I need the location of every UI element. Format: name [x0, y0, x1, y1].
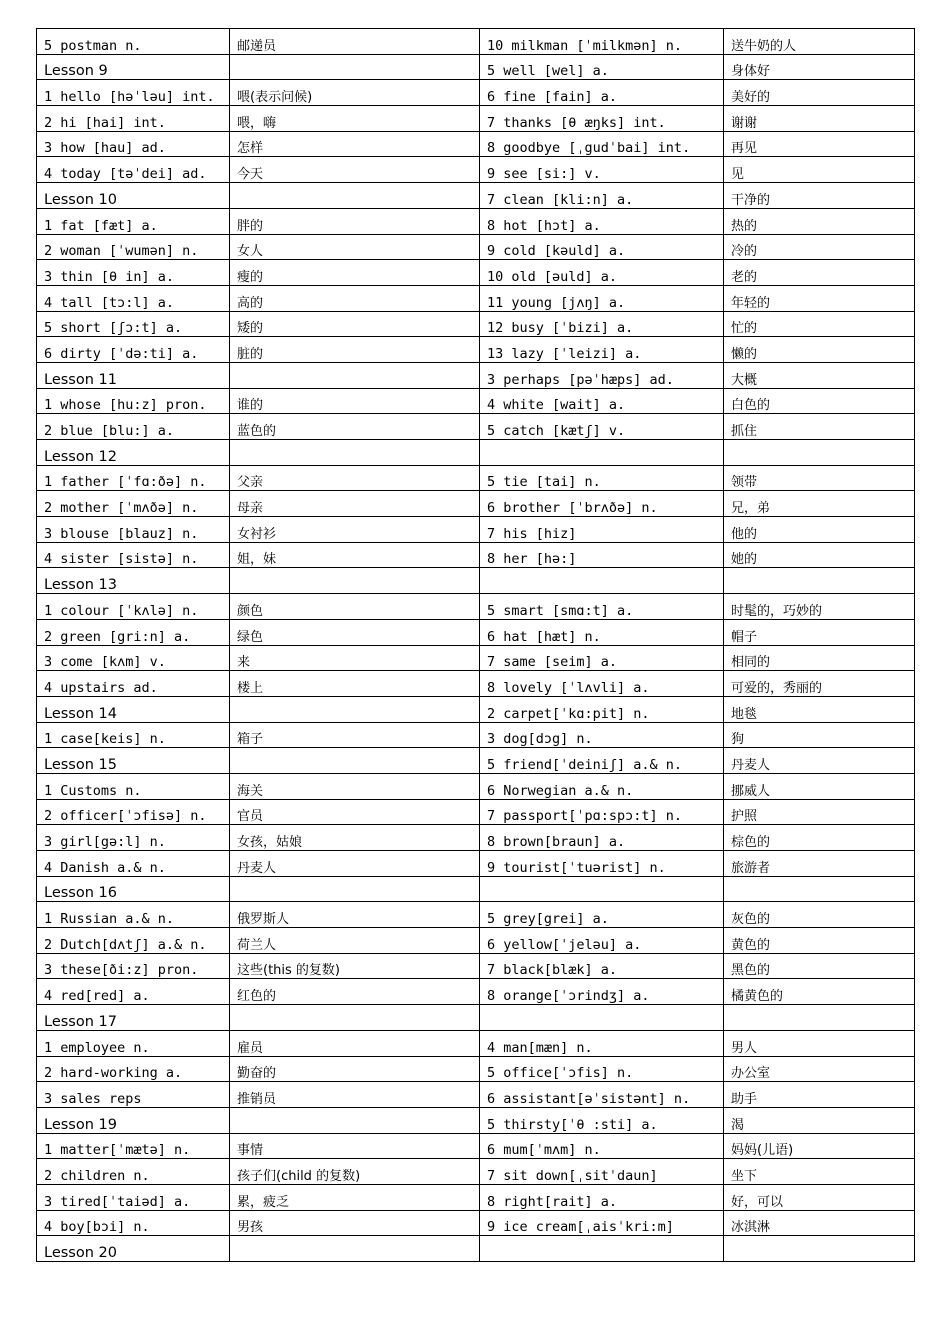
- english-word-cell: 3 dog[dɔg] n.: [480, 722, 724, 748]
- table-row: [37, 568, 915, 594]
- english-word-cell: 9 cold [kəuld] a.: [480, 234, 724, 260]
- chinese-meaning-cell: [724, 568, 915, 594]
- chinese-meaning-cell: 妈妈(儿语): [724, 1133, 915, 1159]
- english-word-cell: 3 how [hau] ad.: [37, 131, 230, 157]
- chinese-meaning-cell: 帽子: [724, 619, 915, 645]
- english-word-cell: 1 Customs n.: [37, 773, 230, 799]
- english-word-cell: 4 tall [tɔ:l] a.: [37, 285, 230, 311]
- english-word-cell: 10 old [əuld] a.: [480, 260, 724, 286]
- table-row: [37, 311, 915, 337]
- table-row: [37, 1210, 915, 1236]
- chinese-meaning-cell: 可爱的，秀丽的: [724, 671, 915, 697]
- table-row: [37, 979, 915, 1005]
- english-word-cell: 1 hello [həˈləu] int.: [37, 80, 230, 106]
- table-row: [37, 157, 915, 183]
- table-row: [37, 491, 915, 517]
- table-row: [37, 260, 915, 286]
- english-word-cell: 5 thirsty[ˈθ :sti] a.: [480, 1107, 724, 1133]
- chinese-meaning-cell: 海关: [230, 773, 480, 799]
- table-row: [37, 80, 915, 106]
- table-row: [37, 465, 915, 491]
- chinese-meaning-cell: 抓住: [724, 414, 915, 440]
- lesson-heading: Lesson 9: [37, 54, 230, 80]
- english-word-cell: 4 man[mæn] n.: [480, 1030, 724, 1056]
- lesson-heading: Lesson 10: [37, 183, 230, 209]
- english-word-cell: 3 blouse [blauz] n.: [37, 517, 230, 543]
- english-word-cell: 3 perhaps [pəˈhæps] ad.: [480, 362, 724, 388]
- chinese-meaning-cell: [230, 1236, 480, 1262]
- chinese-meaning-cell: 美好的: [724, 80, 915, 106]
- english-word-cell: 10 milkman [ˈmilkmən] n.: [480, 29, 724, 55]
- english-word-cell: 1 colour [ˈkʌlə] n.: [37, 594, 230, 620]
- table-row: [37, 414, 915, 440]
- chinese-meaning-cell: 懒的: [724, 337, 915, 363]
- table-row: [37, 1030, 915, 1056]
- lesson-heading: Lesson 14: [37, 696, 230, 722]
- chinese-meaning-cell: 喂，嗨: [230, 106, 480, 132]
- chinese-meaning-cell: 姐，妹: [230, 542, 480, 568]
- english-word-cell: 9 tourist[ˈtuərist] n.: [480, 851, 724, 877]
- table-row: [37, 1236, 915, 1262]
- chinese-meaning-cell: 黑色的: [724, 953, 915, 979]
- lesson-heading: Lesson 16: [37, 876, 230, 902]
- chinese-meaning-cell: 蓝色的: [230, 414, 480, 440]
- table-row: [37, 645, 915, 671]
- chinese-meaning-cell: 干净的: [724, 183, 915, 209]
- table-row: [37, 362, 915, 388]
- table-row: [37, 876, 915, 902]
- english-word-cell: 8 hot [hɔt] a.: [480, 208, 724, 234]
- english-word-cell: 2 children n.: [37, 1159, 230, 1185]
- chinese-meaning-cell: [724, 1236, 915, 1262]
- english-word-cell: 8 goodbye [ˌgudˈbai] int.: [480, 131, 724, 157]
- chinese-meaning-cell: 今天: [230, 157, 480, 183]
- chinese-meaning-cell: 棕色的: [724, 825, 915, 851]
- chinese-meaning-cell: 热的: [724, 208, 915, 234]
- english-word-cell: 5 well [wel] a.: [480, 54, 724, 80]
- lesson-heading: Lesson 12: [37, 440, 230, 466]
- english-word-cell: 1 matter[ˈmætə] n.: [37, 1133, 230, 1159]
- english-word-cell: 1 father [ˈfɑ:ðə] n.: [37, 465, 230, 491]
- english-word-cell: 11 young [jʌŋ] a.: [480, 285, 724, 311]
- chinese-meaning-cell: [230, 568, 480, 594]
- english-word-cell: 7 passport[ˈpɑ:spɔ:t] n.: [480, 799, 724, 825]
- table-row: [37, 825, 915, 851]
- chinese-meaning-cell: 送牛奶的人: [724, 29, 915, 55]
- vocabulary-table: [36, 28, 915, 1262]
- table-row: [37, 1005, 915, 1031]
- chinese-meaning-cell: 好，可以: [724, 1184, 915, 1210]
- english-word-cell: 4 upstairs ad.: [37, 671, 230, 697]
- chinese-meaning-cell: 箱子: [230, 722, 480, 748]
- table-row: [37, 285, 915, 311]
- english-word-cell: 2 officer[ˈɔfisə] n.: [37, 799, 230, 825]
- english-word-cell: 8 lovely [ˈlʌvli] a.: [480, 671, 724, 697]
- lesson-heading: Lesson 15: [37, 748, 230, 774]
- chinese-meaning-cell: 黄色的: [724, 928, 915, 954]
- chinese-meaning-cell: 冷的: [724, 234, 915, 260]
- table-row: [37, 671, 915, 697]
- english-word-cell: 3 come [kʌm] v.: [37, 645, 230, 671]
- chinese-meaning-cell: 挪威人: [724, 773, 915, 799]
- table-row: [37, 1184, 915, 1210]
- table-row: [37, 594, 915, 620]
- table-row: [37, 1082, 915, 1108]
- chinese-meaning-cell: 坐下: [724, 1159, 915, 1185]
- table-row: [37, 696, 915, 722]
- english-word-cell: 4 red[red] a.: [37, 979, 230, 1005]
- chinese-meaning-cell: 瘦的: [230, 260, 480, 286]
- chinese-meaning-cell: [230, 362, 480, 388]
- chinese-meaning-cell: 兄，弟: [724, 491, 915, 517]
- english-word-cell: 6 assistant[əˈsistənt] n.: [480, 1082, 724, 1108]
- english-word-cell: 7 his [hiz]: [480, 517, 724, 543]
- chinese-meaning-cell: 他的: [724, 517, 915, 543]
- table-row: [37, 1107, 915, 1133]
- chinese-meaning-cell: 楼上: [230, 671, 480, 697]
- english-word-cell: [480, 568, 724, 594]
- chinese-meaning-cell: 胖的: [230, 208, 480, 234]
- english-word-cell: 13 lazy [ˈleizi] a.: [480, 337, 724, 363]
- english-word-cell: 6 hat [hæt] n.: [480, 619, 724, 645]
- chinese-meaning-cell: 旅游者: [724, 851, 915, 877]
- chinese-meaning-cell: 红色的: [230, 979, 480, 1005]
- english-word-cell: 8 her [hə:]: [480, 542, 724, 568]
- table-row: [37, 928, 915, 954]
- chinese-meaning-cell: 领带: [724, 465, 915, 491]
- chinese-meaning-cell: 地毯: [724, 696, 915, 722]
- chinese-meaning-cell: 男人: [724, 1030, 915, 1056]
- chinese-meaning-cell: 矮的: [230, 311, 480, 337]
- chinese-meaning-cell: 护照: [724, 799, 915, 825]
- chinese-meaning-cell: 来: [230, 645, 480, 671]
- chinese-meaning-cell: 事情: [230, 1133, 480, 1159]
- chinese-meaning-cell: 丹麦人: [230, 851, 480, 877]
- chinese-meaning-cell: [230, 440, 480, 466]
- table-row: [37, 388, 915, 414]
- chinese-meaning-cell: 老的: [724, 260, 915, 286]
- chinese-meaning-cell: 高的: [230, 285, 480, 311]
- table-row: [37, 722, 915, 748]
- english-word-cell: [480, 876, 724, 902]
- english-word-cell: [480, 1005, 724, 1031]
- english-word-cell: 4 sister [sistə] n.: [37, 542, 230, 568]
- lesson-heading: Lesson 17: [37, 1005, 230, 1031]
- english-word-cell: 2 green [gri:n] a.: [37, 619, 230, 645]
- chinese-meaning-cell: 渴: [724, 1107, 915, 1133]
- english-word-cell: 12 busy [ˈbizi] a.: [480, 311, 724, 337]
- chinese-meaning-cell: 女人: [230, 234, 480, 260]
- english-word-cell: 5 catch [kætʃ] v.: [480, 414, 724, 440]
- chinese-meaning-cell: [230, 876, 480, 902]
- english-word-cell: 3 girl[gə:l] n.: [37, 825, 230, 851]
- chinese-meaning-cell: 母亲: [230, 491, 480, 517]
- chinese-meaning-cell: 灰色的: [724, 902, 915, 928]
- table-row: [37, 1056, 915, 1082]
- chinese-meaning-cell: [230, 696, 480, 722]
- english-word-cell: [480, 1236, 724, 1262]
- chinese-meaning-cell: [230, 1005, 480, 1031]
- chinese-meaning-cell: 相同的: [724, 645, 915, 671]
- chinese-meaning-cell: 时髦的，巧妙的: [724, 594, 915, 620]
- chinese-meaning-cell: 绿色: [230, 619, 480, 645]
- table-row: [37, 440, 915, 466]
- chinese-meaning-cell: 女衬衫: [230, 517, 480, 543]
- table-row: [37, 131, 915, 157]
- lesson-heading: Lesson 19: [37, 1107, 230, 1133]
- chinese-meaning-cell: 荷兰人: [230, 928, 480, 954]
- english-word-cell: 4 white [wait] a.: [480, 388, 724, 414]
- table-row: [37, 902, 915, 928]
- table-row: [37, 619, 915, 645]
- table-row: [37, 542, 915, 568]
- chinese-meaning-cell: [230, 183, 480, 209]
- english-word-cell: 7 same [seim] a.: [480, 645, 724, 671]
- english-word-cell: 5 tie [tai] n.: [480, 465, 724, 491]
- chinese-meaning-cell: 雇员: [230, 1030, 480, 1056]
- chinese-meaning-cell: 颜色: [230, 594, 480, 620]
- english-word-cell: 3 tired[ˈtaiəd] a.: [37, 1184, 230, 1210]
- english-word-cell: 6 Norwegian a.& n.: [480, 773, 724, 799]
- english-word-cell: 6 yellow[ˈjeləu] a.: [480, 928, 724, 954]
- chinese-meaning-cell: 见: [724, 157, 915, 183]
- english-word-cell: 7 black[blæk] a.: [480, 953, 724, 979]
- chinese-meaning-cell: [230, 748, 480, 774]
- english-word-cell: 2 woman [ˈwumən] n.: [37, 234, 230, 260]
- chinese-meaning-cell: 勤奋的: [230, 1056, 480, 1082]
- english-word-cell: 7 thanks [θ æŋks] int.: [480, 106, 724, 132]
- table-row: [37, 29, 915, 55]
- chinese-meaning-cell: 邮递员: [230, 29, 480, 55]
- english-word-cell: [480, 440, 724, 466]
- chinese-meaning-cell: 助手: [724, 1082, 915, 1108]
- english-word-cell: 6 dirty [ˈdə:ti] a.: [37, 337, 230, 363]
- chinese-meaning-cell: 怎样: [230, 131, 480, 157]
- chinese-meaning-cell: 她的: [724, 542, 915, 568]
- chinese-meaning-cell: 忙的: [724, 311, 915, 337]
- chinese-meaning-cell: 喂(表示问候): [230, 80, 480, 106]
- table-row: [37, 799, 915, 825]
- table-row: [37, 748, 915, 774]
- english-word-cell: 7 sit down[ˌsitˈdaun]: [480, 1159, 724, 1185]
- chinese-meaning-cell: 父亲: [230, 465, 480, 491]
- english-word-cell: 1 Russian a.& n.: [37, 902, 230, 928]
- english-word-cell: 9 ice cream[ˌaisˈkri:m]: [480, 1210, 724, 1236]
- chinese-meaning-cell: 男孩: [230, 1210, 480, 1236]
- chinese-meaning-cell: 官员: [230, 799, 480, 825]
- english-word-cell: 9 see [si:] v.: [480, 157, 724, 183]
- chinese-meaning-cell: [724, 1005, 915, 1031]
- english-word-cell: 3 these[ði:z] pron.: [37, 953, 230, 979]
- english-word-cell: 2 carpet[ˈkɑ:pit] n.: [480, 696, 724, 722]
- table-row: [37, 54, 915, 80]
- chinese-meaning-cell: [230, 54, 480, 80]
- table-row: [37, 953, 915, 979]
- chinese-meaning-cell: 年轻的: [724, 285, 915, 311]
- table-row: [37, 106, 915, 132]
- chinese-meaning-cell: 办公室: [724, 1056, 915, 1082]
- chinese-meaning-cell: 橘黄色的: [724, 979, 915, 1005]
- table-row: [37, 851, 915, 877]
- chinese-meaning-cell: 推销员: [230, 1082, 480, 1108]
- table-row: [37, 234, 915, 260]
- chinese-meaning-cell: 丹麦人: [724, 748, 915, 774]
- english-word-cell: 3 thin [θ in] a.: [37, 260, 230, 286]
- english-word-cell: 5 postman n.: [37, 29, 230, 55]
- english-word-cell: 4 boy[bɔi] n.: [37, 1210, 230, 1236]
- english-word-cell: 6 fine [fain] a.: [480, 80, 724, 106]
- english-word-cell: 3 sales reps: [37, 1082, 230, 1108]
- chinese-meaning-cell: [724, 440, 915, 466]
- lesson-heading: Lesson 13: [37, 568, 230, 594]
- english-word-cell: 1 fat [fæt] a.: [37, 208, 230, 234]
- english-word-cell: 7 clean [kli:n] a.: [480, 183, 724, 209]
- english-word-cell: 6 mum[ˈmʌm] n.: [480, 1133, 724, 1159]
- vocabulary-table-body: [37, 29, 915, 1262]
- english-word-cell: 5 friend[ˈdeiniʃ] a.& n.: [480, 748, 724, 774]
- chinese-meaning-cell: 累，疲乏: [230, 1184, 480, 1210]
- chinese-meaning-cell: 狗: [724, 722, 915, 748]
- chinese-meaning-cell: 脏的: [230, 337, 480, 363]
- chinese-meaning-cell: 谁的: [230, 388, 480, 414]
- english-word-cell: 2 hi [hai] int.: [37, 106, 230, 132]
- chinese-meaning-cell: 大概: [724, 362, 915, 388]
- english-word-cell: 2 mother [ˈmʌðə] n.: [37, 491, 230, 517]
- english-word-cell: 5 grey[grei] a.: [480, 902, 724, 928]
- table-row: [37, 183, 915, 209]
- english-word-cell: 2 Dutch[dʌtʃ] a.& n.: [37, 928, 230, 954]
- chinese-meaning-cell: 再见: [724, 131, 915, 157]
- english-word-cell: 8 brown[braun] a.: [480, 825, 724, 851]
- table-row: [37, 1159, 915, 1185]
- table-row: [37, 208, 915, 234]
- chinese-meaning-cell: 冰淇淋: [724, 1210, 915, 1236]
- table-row: [37, 1133, 915, 1159]
- chinese-meaning-cell: 俄罗斯人: [230, 902, 480, 928]
- chinese-meaning-cell: [230, 1107, 480, 1133]
- english-word-cell: 4 today [təˈdei] ad.: [37, 157, 230, 183]
- lesson-heading: Lesson 11: [37, 362, 230, 388]
- chinese-meaning-cell: [724, 876, 915, 902]
- chinese-meaning-cell: 白色的: [724, 388, 915, 414]
- table-row: [37, 337, 915, 363]
- english-word-cell: 5 smart [smɑ:t] a.: [480, 594, 724, 620]
- chinese-meaning-cell: 谢谢: [724, 106, 915, 132]
- table-row: [37, 517, 915, 543]
- chinese-meaning-cell: 身体好: [724, 54, 915, 80]
- english-word-cell: 5 short [ʃɔ:t] a.: [37, 311, 230, 337]
- english-word-cell: 8 right[rait] a.: [480, 1184, 724, 1210]
- english-word-cell: 1 whose [hu:z] pron.: [37, 388, 230, 414]
- english-word-cell: 5 office[ˈɔfis] n.: [480, 1056, 724, 1082]
- english-word-cell: 2 blue [blu:] a.: [37, 414, 230, 440]
- english-word-cell: 1 case[keis] n.: [37, 722, 230, 748]
- chinese-meaning-cell: 女孩，姑娘: [230, 825, 480, 851]
- english-word-cell: 2 hard-working a.: [37, 1056, 230, 1082]
- chinese-meaning-cell: 孩子们(child 的复数): [230, 1159, 480, 1185]
- english-word-cell: 1 employee n.: [37, 1030, 230, 1056]
- table-row: [37, 773, 915, 799]
- english-word-cell: 8 orange[ˈɔrindʒ] a.: [480, 979, 724, 1005]
- chinese-meaning-cell: 这些(this 的复数): [230, 953, 480, 979]
- english-word-cell: 4 Danish a.& n.: [37, 851, 230, 877]
- english-word-cell: 6 brother [ˈbrʌðə] n.: [480, 491, 724, 517]
- lesson-heading: Lesson 20: [37, 1236, 230, 1262]
